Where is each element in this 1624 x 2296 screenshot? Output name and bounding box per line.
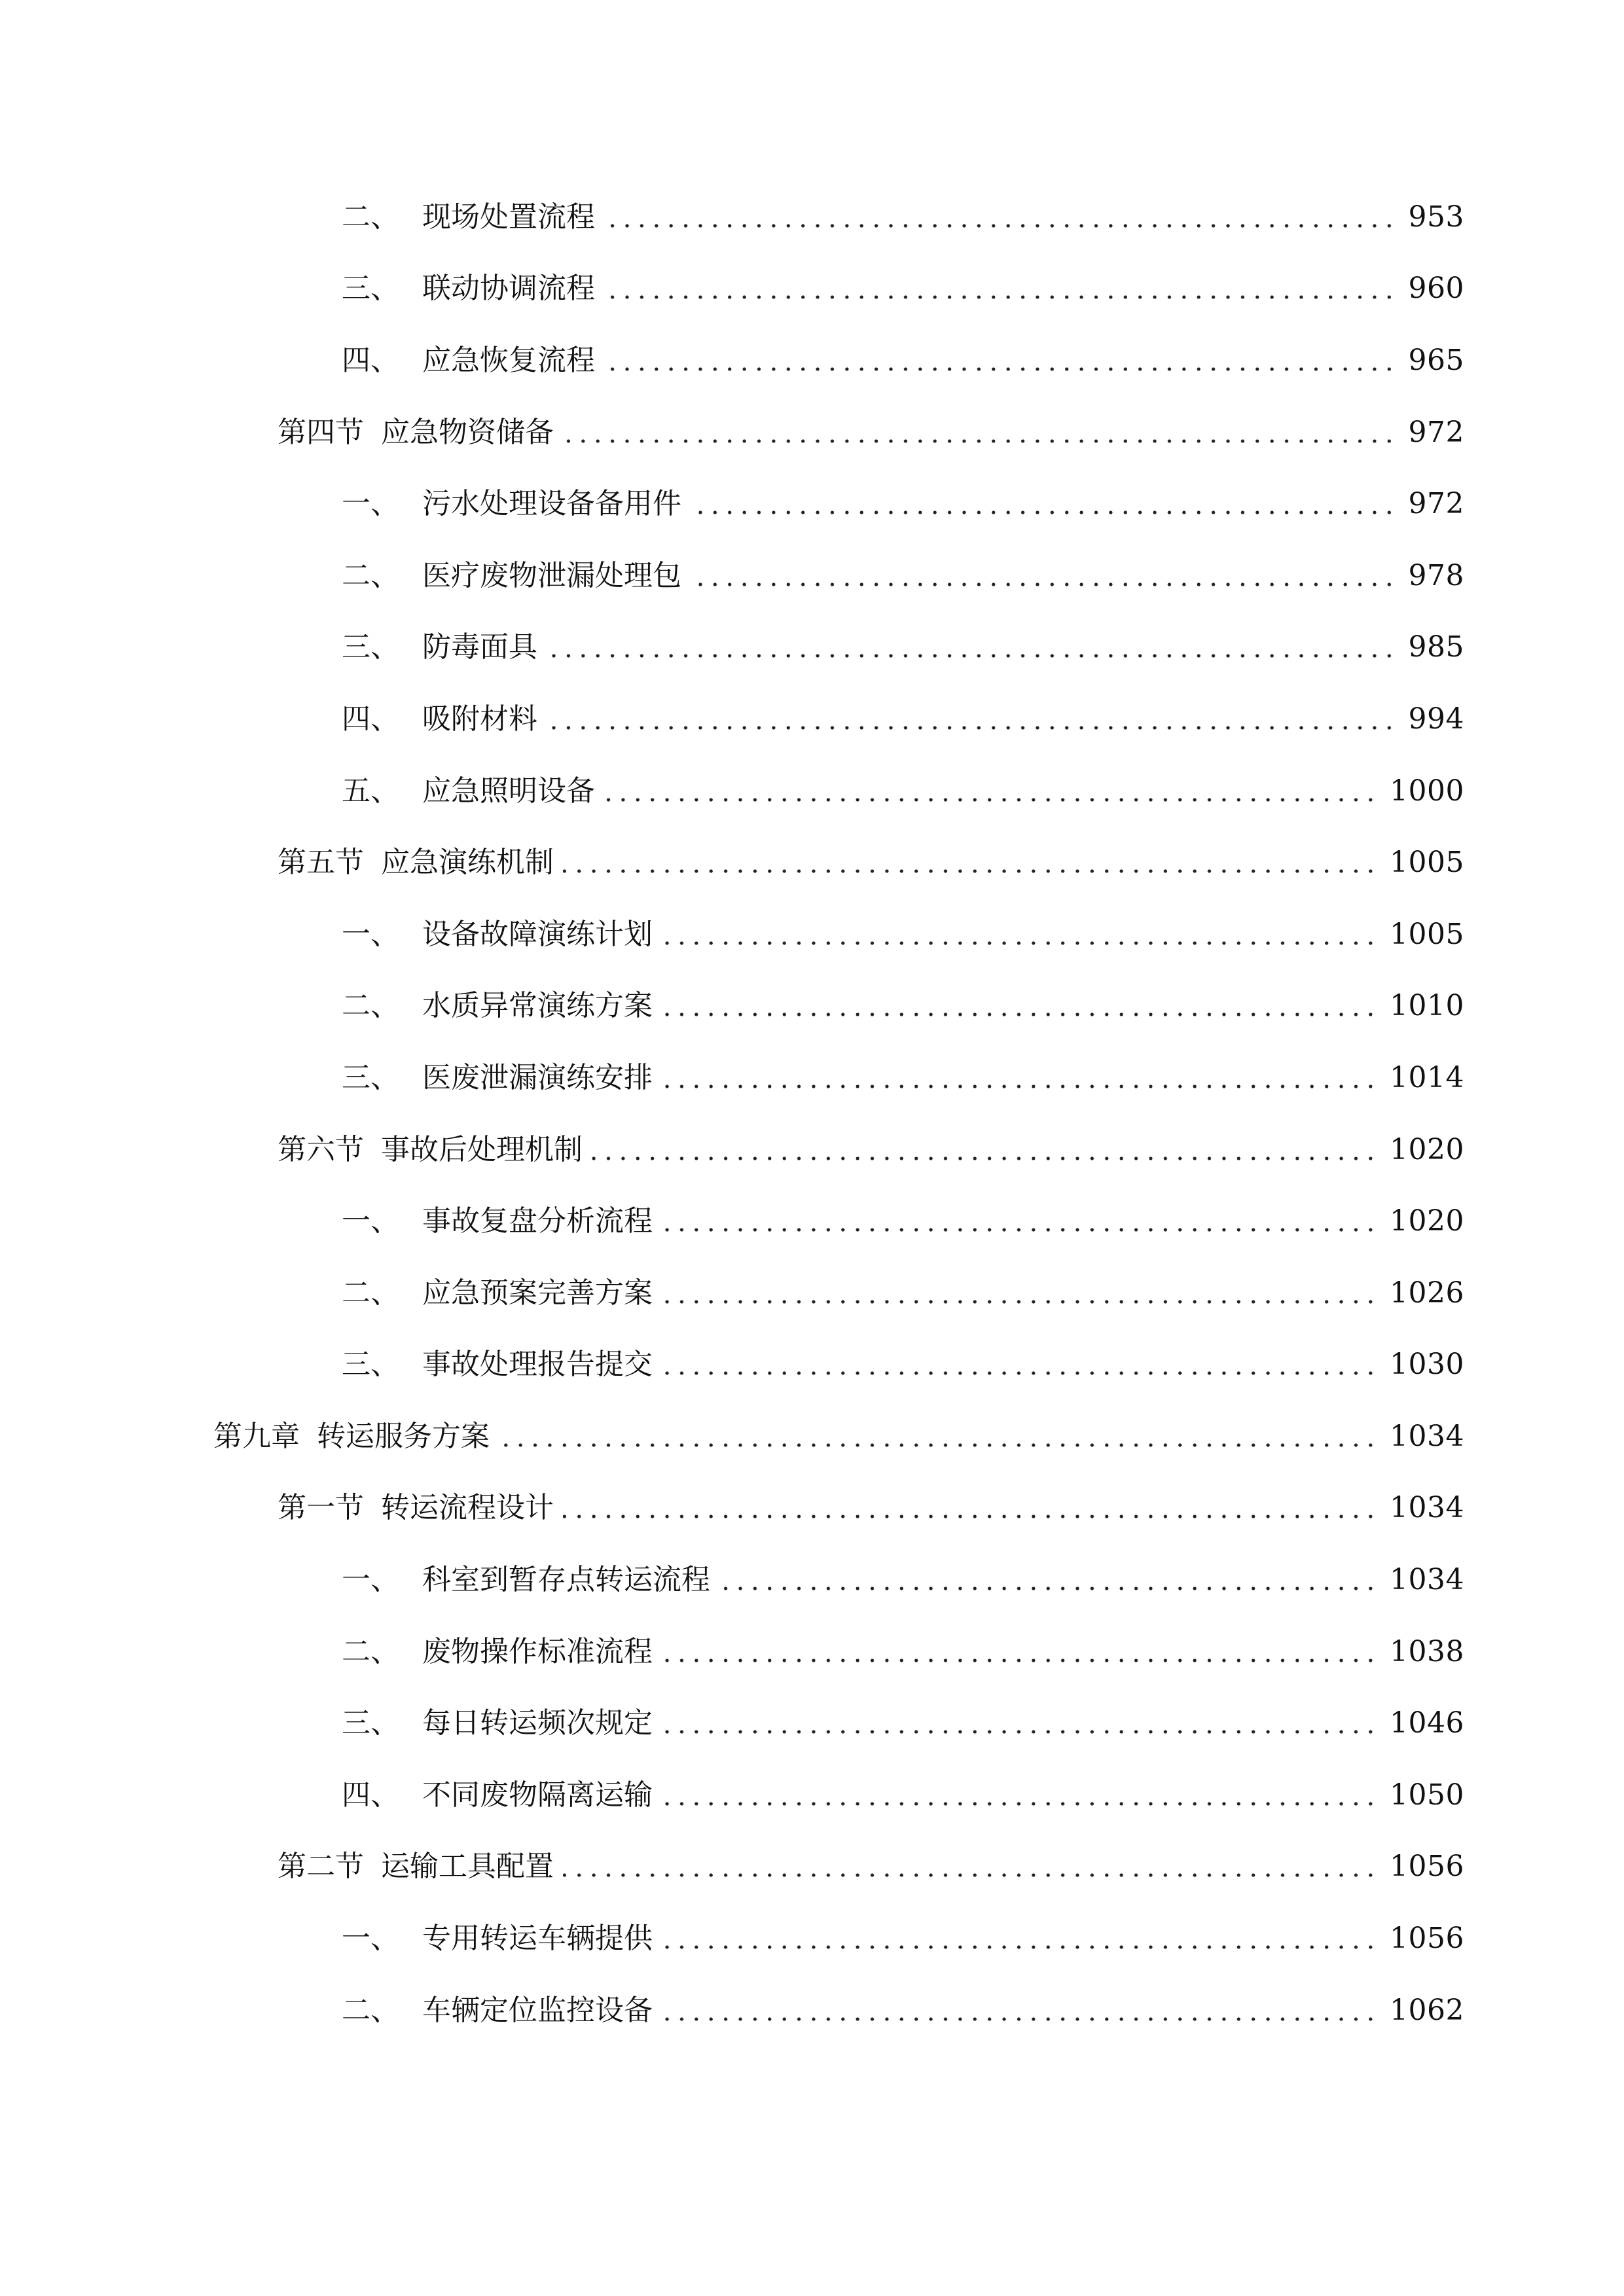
dot-leader <box>691 490 1397 518</box>
toc-entry-number: 第四节 <box>278 415 364 449</box>
toc-entry-page: 1062 <box>1390 1993 1464 2027</box>
toc-entry-number: 一、 <box>342 1922 399 1956</box>
dot-leader <box>662 1064 1378 1092</box>
dot-leader <box>563 418 1397 447</box>
toc-entry-number: 四、 <box>342 1778 399 1812</box>
toc-entry-number: 第二节 <box>278 1850 364 1884</box>
toc-entry-page: 1005 <box>1390 846 1464 880</box>
toc-entry-title: 专用转运车辆提供 <box>422 1922 653 1956</box>
toc-entry-number: 三、 <box>342 630 399 664</box>
dot-leader <box>604 346 1397 375</box>
toc-entry-number: 一、 <box>342 917 399 951</box>
toc-entry-title: 应急演练机制 <box>381 846 554 880</box>
toc-entry-title: 水质异常演练方案 <box>422 989 653 1023</box>
toc-entry-page: 1026 <box>1390 1276 1464 1310</box>
toc-entry[interactable] <box>0 755 1624 827</box>
table-of-contents <box>0 181 1624 2046</box>
toc-entry-page: 1030 <box>1390 1348 1464 1382</box>
toc-entry-title: 转运服务方案 <box>317 1419 490 1453</box>
toc-entry-title: 事故后处理机制 <box>381 1132 583 1166</box>
dot-leader <box>719 1566 1378 1594</box>
toc-entry-page: 1005 <box>1390 917 1464 951</box>
toc-entry-page: 1010 <box>1390 989 1464 1023</box>
toc-entry-page: 1038 <box>1390 1634 1464 1668</box>
toc-entry[interactable] <box>0 181 1624 253</box>
toc-entry-title: 联动协调流程 <box>422 272 595 306</box>
toc-entry[interactable] <box>0 612 1624 684</box>
toc-entry-title: 医废泄漏演练安排 <box>422 1060 653 1094</box>
toc-entry-number: 一、 <box>342 1563 399 1597</box>
toc-entry[interactable] <box>0 683 1624 755</box>
toc-entry-title: 运输工具配置 <box>381 1850 554 1884</box>
toc-entry-page: 972 <box>1408 487 1464 521</box>
dot-leader <box>563 848 1378 877</box>
toc-entry-number: 四、 <box>342 702 399 736</box>
toc-entry-page: 960 <box>1408 272 1464 306</box>
toc-entry-number: 第一节 <box>278 1491 364 1525</box>
dot-leader <box>547 705 1397 734</box>
toc-entry-page: 1056 <box>1390 1922 1464 1956</box>
toc-entry-title: 每日转运频次规定 <box>422 1706 653 1740</box>
toc-entry-page: 985 <box>1408 630 1464 664</box>
toc-entry[interactable] <box>0 1544 1624 1616</box>
dot-leader <box>691 562 1397 590</box>
toc-entry-page: 1020 <box>1390 1204 1464 1238</box>
dot-leader <box>604 274 1397 303</box>
toc-entry[interactable] <box>0 325 1624 397</box>
dot-leader <box>563 1494 1378 1522</box>
toc-entry-title: 防毒面具 <box>422 630 537 664</box>
toc-entry[interactable] <box>0 1975 1624 2047</box>
toc-entry[interactable] <box>0 899 1624 971</box>
dot-leader <box>662 1638 1378 1666</box>
dot-leader <box>662 920 1378 949</box>
toc-entry-number: 第九章 <box>213 1419 300 1453</box>
toc-entry-page: 1050 <box>1390 1778 1464 1812</box>
toc-entry-title: 转运流程设计 <box>381 1491 554 1525</box>
dot-leader <box>547 633 1397 662</box>
toc-entry[interactable] <box>0 1616 1624 1688</box>
toc-entry-number: 三、 <box>342 1706 399 1740</box>
toc-entry-page: 1014 <box>1390 1060 1464 1094</box>
toc-entry-number: 二、 <box>342 1993 399 2027</box>
dot-leader <box>662 1207 1378 1236</box>
dot-leader <box>604 203 1397 232</box>
dot-leader <box>604 777 1378 806</box>
toc-entry[interactable] <box>0 1759 1624 1831</box>
toc-entry-page: 994 <box>1408 702 1464 736</box>
toc-entry-title: 应急物资储备 <box>381 415 554 449</box>
toc-entry[interactable] <box>0 971 1624 1043</box>
toc-entry[interactable] <box>0 540 1624 612</box>
dot-leader <box>662 992 1378 1020</box>
toc-entry-number: 三、 <box>342 272 399 306</box>
toc-entry-page: 953 <box>1408 200 1464 234</box>
toc-entry-page: 965 <box>1408 343 1464 377</box>
toc-entry-page: 1020 <box>1390 1132 1464 1166</box>
toc-entry-page: 978 <box>1408 558 1464 592</box>
toc-entry-number: 二、 <box>342 1276 399 1310</box>
toc-entry-page: 1056 <box>1390 1850 1464 1884</box>
toc-section-entry[interactable] <box>0 1831 1624 1903</box>
dot-leader <box>592 1136 1378 1164</box>
toc-entry[interactable] <box>0 1903 1624 1975</box>
toc-entry[interactable] <box>0 253 1624 325</box>
toc-section-entry[interactable] <box>0 827 1624 899</box>
toc-entry-number: 二、 <box>342 558 399 592</box>
toc-entry-number: 一、 <box>342 487 399 521</box>
toc-entry[interactable] <box>0 1257 1624 1329</box>
toc-entry[interactable] <box>0 468 1624 540</box>
toc-entry-page: 1000 <box>1390 774 1464 808</box>
toc-entry-title: 应急照明设备 <box>422 774 595 808</box>
toc-entry-title: 事故复盘分析流程 <box>422 1204 653 1238</box>
toc-entry-number: 二、 <box>342 989 399 1023</box>
toc-entry-title: 污水处理设备备用件 <box>422 487 681 521</box>
toc-entry-title: 废物操作标准流程 <box>422 1634 653 1668</box>
toc-entry-page: 1046 <box>1390 1706 1464 1740</box>
toc-section-entry[interactable] <box>0 397 1624 469</box>
toc-entry-page: 1034 <box>1390 1491 1464 1525</box>
toc-entry-number: 第五节 <box>278 846 364 880</box>
toc-entry-number: 第六节 <box>278 1132 364 1166</box>
dot-leader <box>662 1350 1378 1379</box>
toc-entry-number: 四、 <box>342 343 399 377</box>
toc-entry[interactable] <box>0 1042 1624 1114</box>
toc-entry[interactable] <box>0 1329 1624 1401</box>
dot-leader <box>662 1279 1378 1308</box>
toc-entry-number: 一、 <box>342 1204 399 1238</box>
toc-entry-title: 不同废物隔离运输 <box>422 1778 653 1812</box>
toc-entry-number: 二、 <box>342 1634 399 1668</box>
toc-entry-title: 现场处置流程 <box>422 200 595 234</box>
dot-leader <box>662 1996 1378 2025</box>
toc-entry-page: 1034 <box>1390 1563 1464 1597</box>
toc-section-entry[interactable] <box>0 1473 1624 1545</box>
toc-entry-title: 应急预案完善方案 <box>422 1276 653 1310</box>
toc-entry-title: 吸附材料 <box>422 702 537 736</box>
toc-entry-number: 五、 <box>342 774 399 808</box>
dot-leader <box>662 1924 1378 1953</box>
toc-entry[interactable] <box>0 1185 1624 1257</box>
toc-entry-number: 三、 <box>342 1060 399 1094</box>
toc-entry-page: 972 <box>1408 415 1464 449</box>
toc-entry-number: 三、 <box>342 1348 399 1382</box>
toc-entry-page: 1034 <box>1390 1419 1464 1453</box>
dot-leader <box>563 1852 1378 1881</box>
dot-leader <box>662 1781 1378 1810</box>
toc-entry-title: 应急恢复流程 <box>422 343 595 377</box>
toc-entry-title: 事故处理报告提交 <box>422 1348 653 1382</box>
dot-leader <box>662 1709 1378 1738</box>
toc-entry-number: 二、 <box>342 200 399 234</box>
toc-entry-title: 设备故障演练计划 <box>422 917 653 951</box>
dot-leader <box>499 1422 1378 1451</box>
toc-entry-title: 科室到暂存点转运流程 <box>422 1563 710 1597</box>
toc-entry-title: 医疗废物泄漏处理包 <box>422 558 681 592</box>
toc-section-entry[interactable] <box>0 1114 1624 1186</box>
toc-chapter-entry[interactable] <box>0 1401 1624 1473</box>
toc-entry[interactable] <box>0 1687 1624 1759</box>
toc-entry-title: 车辆定位监控设备 <box>422 1993 653 2027</box>
